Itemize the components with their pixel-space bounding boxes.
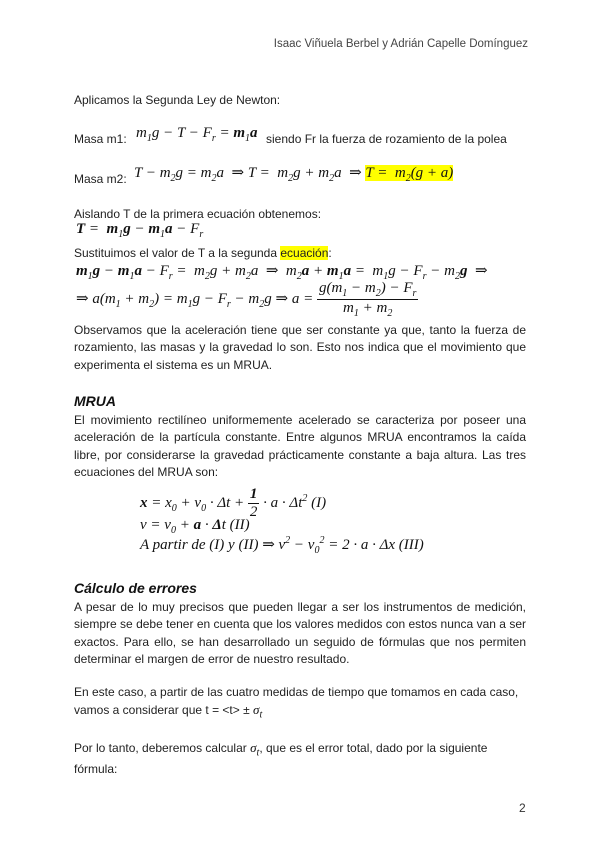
observamos-paragraph: Observamos que la aceleración tiene que ser constante ya que, tanto la fuerza de rozamiento, las masas y la gravedad lo son. Esto nos indica que el movimiento que experimenta el sistema es un MRUA. (74, 323, 526, 372)
acceleration-fraction: $\frac{g(m_1 - m_2) - F_r}{m_1 + m_2}$ (318, 280, 417, 319)
ecuacion-highlight: ecuación (280, 246, 329, 260)
substitution-equation-line2: ⇒ $a(m_1 + m_2) = m_1g - F_r - m_2g$ ⇒ a = $\frac{g(m_1 - m_2) - F_r}{m_1 + m_2}$ (76, 280, 417, 319)
mrua-equation-1: $x = x_0 + v_0 \cdot \Delta t$ + $\frac{1}{2}$ · $a \cdot \Delta t^2$ (I) (140, 486, 327, 520)
sustituimos-text: Sustituimos el valor de T a la segunda ecuación: (74, 246, 332, 260)
aislando-text: Aislando T de la primera ecuación obtenemos: (74, 207, 322, 221)
mrua-heading: MRUA (74, 393, 116, 409)
masa1-note: siendo Fr la fuerza de rozamiento de la polea (266, 132, 507, 146)
errores-paragraph-3-line1: Por lo tanto, deberemos calcular $\sigma_t$, que es el error total, dado por la siguiente (74, 740, 488, 759)
mrua-equation-2: $v = v_0 + a \cdot \Delta t$ (II) (140, 517, 250, 536)
errores-paragraph-3-line2: fórmula: (74, 762, 118, 776)
sigma-t-symbol: $\sigma_t$ (253, 702, 263, 721)
masa2-equation: $T - m_2g = m_2a$ ⇒ $T = m_2g + m_2a$ ⇒ $T = m_2(g + a)$ (134, 165, 454, 184)
errores-heading: Cálculo de errores (74, 580, 197, 596)
sigma-t-symbol-2: $\sigma_t$ (250, 740, 260, 759)
masa1-label: Masa m1: (74, 132, 127, 146)
intro-text: Aplicamos la Segunda Ley de Newton: (74, 93, 281, 107)
masa1-equation: $m_1g - T - F_r = m_1a$ (136, 125, 258, 144)
mrua-equation-3: A partir de (I) y (II) ⇒ $v^2 - v_0^2 = 2 \cdot a \cdot \Delta x$ (III) (140, 535, 424, 556)
t-isolated-equation: $T = m_1g - m_1a - F_r$ (76, 221, 204, 240)
masa2-label: Masa m2: (74, 172, 127, 186)
page-number: 2 (519, 801, 526, 815)
masa2-result-highlight: $T = m_2(g + a)$ (365, 165, 454, 184)
one-half-fraction: $\frac{1}{2}$ (249, 486, 258, 520)
errores-paragraph-2-line1: En este caso, a partir de las cuatro medidas de tiempo que tomamos en cada caso, (74, 685, 519, 699)
errores-paragraph-2-line2: vamos a considerar que $t = <t> \pm \sigma_t$ (74, 702, 263, 721)
substitution-equation-line1: $m_1g - m_1a - F_r = m_2g + m_2a$ ⇒ $m_2a + m_1a = m_1g - F_r - m_2g$ ⇒ (76, 263, 488, 282)
page-header-authors: Isaac Viñuela Berbel y Adrián Capelle Domínguez (273, 38, 528, 50)
mrua-paragraph: El movimiento rectilíneo uniformemente acelerado se caracteriza por poseer una aceleración de la partícula constante. Entre algunos MRUA encontramos la caída libre, por considerarse la gravedad prácticamente constante a baja altura. Las tres ecuaciones del MRUA son: (74, 413, 526, 480)
errores-paragraph-1: A pesar de lo muy precisos que pueden llegar a ser los instrumentos de medición, siempre se debe tener en cuenta que los valores medidos con estos nunca van a ser exactos. Para ello, se han desarrollado un seguido de fórmulas que nos permiten determinar el margen de error de nuestro resultado. (74, 600, 526, 667)
